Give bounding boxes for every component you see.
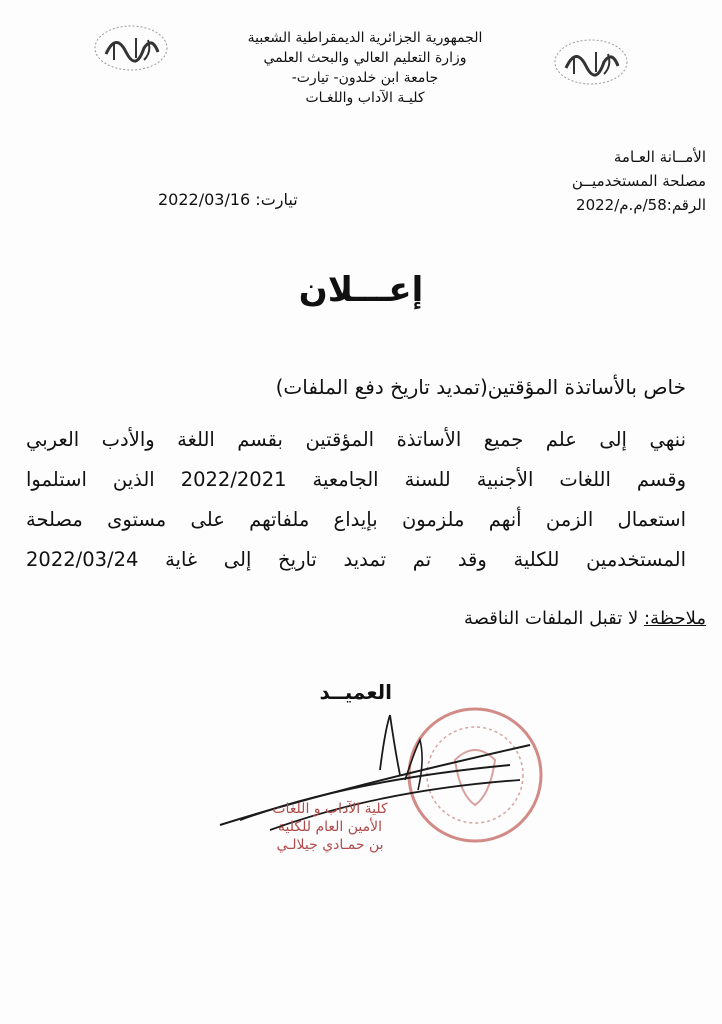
- note: [464, 608, 706, 629]
- university-logo-left: [92, 22, 170, 74]
- university-logo-right: [552, 36, 630, 88]
- stamp-faculty: كلية الآداب و اللغات: [272, 801, 388, 817]
- header-ministry: وزارة التعليم العالي والبحث العلمي: [263, 50, 467, 66]
- admin-block: [572, 145, 706, 217]
- note-text: لا تقبل الملفات الناقصة: [464, 608, 644, 629]
- signature-stamp: [230, 800, 430, 854]
- announcement-body: [26, 420, 686, 580]
- stamp-role: الأمين العام للكلية: [278, 819, 382, 835]
- body-line: وقسم اللغات الأجنبية للسنة الجامعية 2022/2021 الذين استلموا: [26, 468, 686, 491]
- document-date: تيارت: 2022/03/16: [158, 190, 298, 209]
- header-republic: الجمهورية الجزائرية الديمقراطية الشعبية: [247, 30, 483, 46]
- calligraphy-logo-icon: [92, 22, 170, 74]
- reference-number: الرقم:58/م.م/2022: [576, 196, 706, 214]
- institution-header: [220, 28, 510, 108]
- announcement-subtitle: خاص بالأساتذة المؤقتين(تمديد تاريخ دفع الملفات): [275, 375, 686, 399]
- calligraphy-logo-icon: [552, 36, 630, 88]
- header-university: جامعة ابن خلدون- تيارت-: [291, 70, 439, 86]
- admin-secretariat: الأمــانة العـامة: [613, 148, 706, 166]
- body-line: استعمال الزمن أنهم ملزمون بإيداع ملفاتهم على مستوى مصلحة: [26, 508, 686, 531]
- body-line: المستخدمين للكلية وقد تم تمديد تاريخ إلى غاية 2022/03/24: [26, 548, 686, 571]
- stamp-name: بن حمـادي جيلالـي: [276, 837, 384, 853]
- page-title: إعـــلان: [298, 270, 424, 310]
- admin-service: مصلحة المستخدميــن: [571, 172, 706, 190]
- body-line: ننهي إلى علم جميع الأساتذة المؤقتين بقسم اللغة والأدب العربي: [26, 428, 686, 451]
- header-faculty: كليـة الآداب واللغـات: [305, 90, 425, 106]
- note-label: ملاحظة:: [644, 608, 706, 629]
- dean-title: العميــد: [319, 680, 392, 704]
